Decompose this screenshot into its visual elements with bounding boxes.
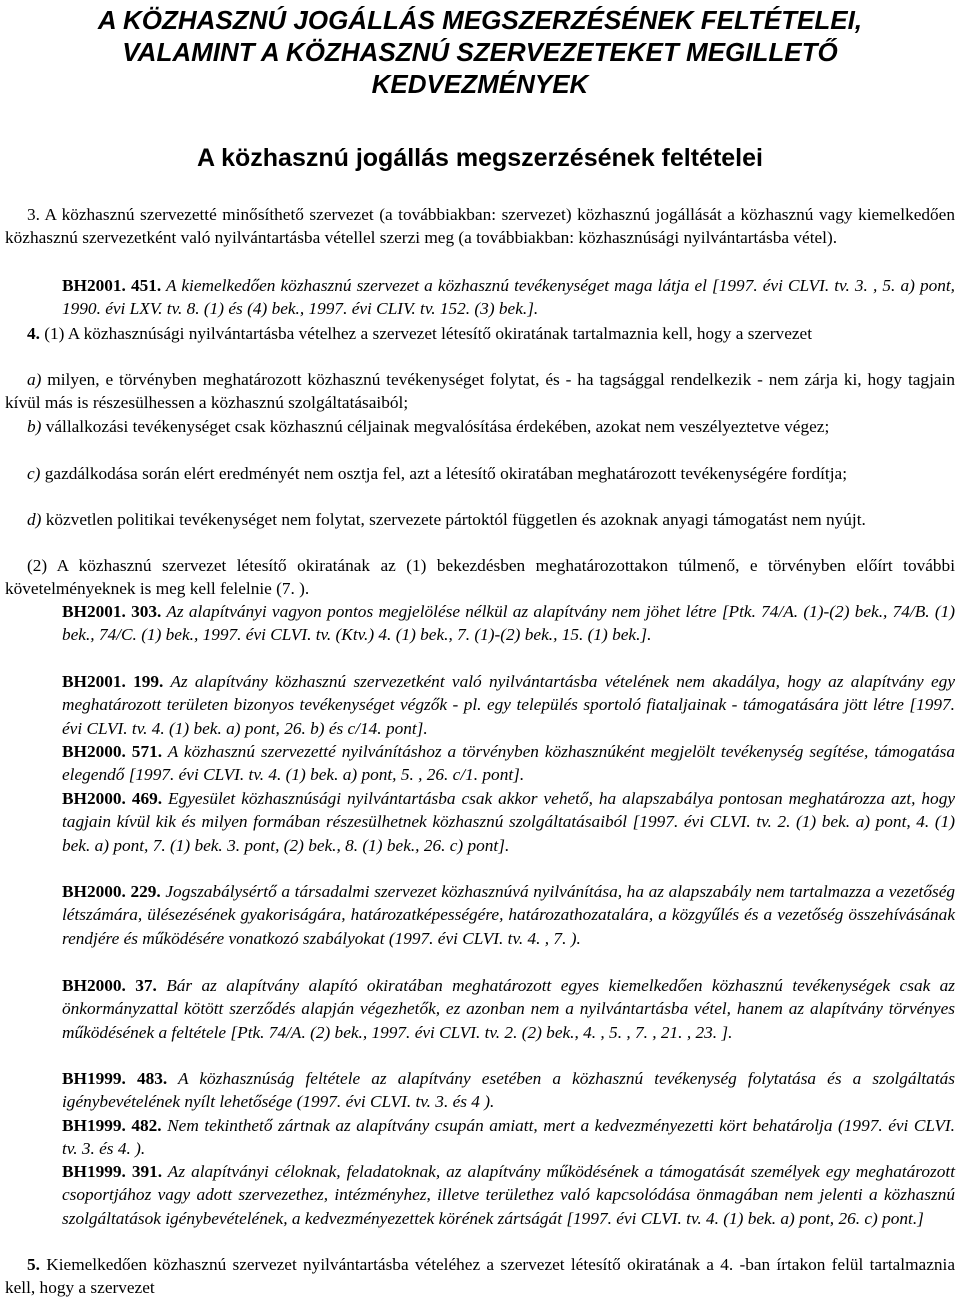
item-letter: b) [27, 417, 42, 436]
section-3-text: A közhasznú szervezetté minősíthető szervezet (a továbbiakban: szervezet) közhasznú jogállását a közhasznú vagy kiemelkedően közhasznú szervezetként való nyilvántartásba vétellel szerzi meg (a továbbiakban: közhasznúsági nyilvántartásba vétel). [5, 205, 955, 248]
case-bh2001-303 [62, 600, 955, 647]
item-letter: a) [27, 370, 42, 389]
case-text: Bár az alapítvány alapító okiratában meghatározott egyes kiemelkedően közhasznú tevékenységek csak az önkormányzattal kötött szerződés alapján végezhetők, ez azonban nem a nyilvántartásba vétel, hanem az alapítvány törvényes működésének a feltétele [Ptk. 74/A. (2) bek., 1997. évi CLVI. tv. 2. (2) bek., 4. , 5. , 7. , 21. , 23. ]. [62, 976, 955, 1042]
case-text: Az alapítványi vagyon pontos megjelölése nélkül az alapítvány nem jöhet létre [Ptk. 74/A. (1)-(2) bek., 74/B. (1) bek., 74/C. (1) bek., 1997. évi CLVI. tv. (Ktv.) 4. (1) bek., 7. (1)-(2) bek., 15. (1) bek.]. [62, 602, 955, 645]
case-bh1999-391 [62, 1160, 955, 1230]
section-5-number: 5. [27, 1255, 40, 1274]
case-text: A közhasznú szervezetté nyilvánításhoz a törvényben közhasznúként megjelölt tevékenység segítése, támogatása elegendő [1997. évi CLVI. tv. 4. (1) bek. a) pont, 5. , 26. c/1. pont]. [62, 742, 955, 785]
case-bh2001-199 [62, 670, 955, 740]
section-4-paragraph-2: (2) A közhasznú szervezet létesítő okiratának az (1) bekezdésben meghatározottakon túlmenő, e törvényben előírt további követelményeknek is meg kell felelnie (7. ). [5, 556, 955, 599]
section-4-item-d [5, 508, 955, 531]
case-text: Az alapítvány közhasznú szervezetként való nyilvántartásba vételének nem akadálya, hogy az alapítvány egy meghatározott területen bizonyos tevékenységet végzők - pl. egy település sportoló fiataljainak - támogatására jött létre [1997. évi CLVI. tv. 4. (1) bek. a) pont, 26. b) és c/14. pont]. [62, 672, 955, 738]
section-4-text: (1) A közhasznúsági nyilvántartásba vételhez a szervezet létesítő okiratának tartalmaznia kell, hogy a szervezet [39, 324, 813, 343]
case-bh1999-482 [62, 1114, 955, 1161]
section-4-item-c [5, 462, 955, 485]
item-text: gazdálkodása során elért eredményét nem osztja fel, azt a létesítő okiratában meghatározott tevékenységére fordítja; [40, 464, 848, 483]
case-text: Nem tekinthető zártnak az alapítvány csupán amiatt, mert a kedvezményezetti kört behatárolja (1997. évi CLVI. tv. 3. és 4. ). [62, 1116, 955, 1159]
section-3-number: 3. [27, 205, 40, 224]
section-3-paragraph [5, 203, 955, 250]
case-text: Egyesület közhasznúsági nyilvántartásba csak akkor vehető, ha alapszabálya pontosan meghatározza azt, hogy tagjain kívül kik és milyen formában részesülhetnek közhasznú szolgáltatásaiból [1997. évi CLVI. tv. 2. (1) bek. a) pont, 4. (1) bek. a) pont, 7. (1) bek. 3. pont, (2) bek., 8. (1) bek., 26. c) pont]. [62, 789, 956, 855]
section-5-paragraph [5, 1253, 955, 1300]
case-bh2000-229 [62, 880, 955, 950]
case-id: BH2001. 451. [62, 276, 162, 295]
section-4-number: 4. [27, 324, 40, 343]
case-bh2000-469 [62, 787, 955, 857]
case-bh2001-451 [62, 274, 955, 321]
title-line-1: A KÖZHASZNÚ JOGÁLLÁS MEGSZERZÉSÉNEK FELTÉTELEI, [97, 5, 863, 35]
item-letter: c) [27, 464, 41, 483]
item-text: vállalkozási tevékenységet csak közhasznú céljainak megvalósítása érdekében, azokat nem veszélyeztetve végez; [41, 417, 830, 436]
case-text: Az alapítványi céloknak, feladatoknak, az alapítvány működésének a támogatását személyek egy meghatározott csoportjához vagy adott szervezethez, intézményhez, illetve területhez való kapcsolódása önmagában nem jelenti a közhasznú szolgáltatások igénybevételének, a kedvezményezettek körének zártságát [1997. évi CLVI. tv. 4. (1) bek. a) pont, 26. c) pont.] [62, 1162, 955, 1228]
case-id: BH2000. 229. [62, 882, 161, 901]
item-letter: d) [27, 510, 42, 529]
section-5-text: Kiemelkedően közhasznú szervezet nyilvántartásba vételéhez a szervezet létesítő okiratának a 4. -ban írtakon felül tartalmaznia kell, hogy a szervezet [5, 1255, 955, 1298]
section-4-item-a [5, 368, 955, 415]
case-bh2000-571 [62, 740, 955, 787]
case-id: BH2000. 37. [62, 976, 157, 995]
case-id: BH2001. 303. [62, 602, 162, 621]
item-text: milyen, e törvényben meghatározott közhasznú tevékenységet folytat, és - ha tagsággal rendelkezik - nem zárja ki, hogy tagjain kívül más is részesülhessen a közhasznú szolgáltatásaiból; [5, 370, 955, 413]
section-subtitle: A közhasznú jogállás megszerzésének feltételei [197, 144, 763, 172]
section-4-item-b [5, 415, 955, 438]
case-id: BH2000. 469. [62, 789, 163, 808]
case-id: BH2000. 571. [62, 742, 163, 761]
case-text: Jogszabálysértő a társadalmi szervezet közhasznúvá nyilvánítása, ha az alapszabály nem tartalmazza a vezetőség létszámára, ülésezésének gyakoriságára, határozatképességére, határozathozatalára, a közgyűlés és a vezetőség összehívásának rendjére és működésére vonatkozó szabályokat (1997. évi CLVI. tv. 4. , 7. ). [62, 882, 956, 948]
case-bh1999-483 [62, 1067, 955, 1114]
case-id: BH1999. 391. [62, 1162, 163, 1181]
item-text: közvetlen politikai tevékenységet nem folytat, szervezete pártoktól független és azoknak anyagi támogatást nem nyújt. [41, 510, 866, 529]
case-text: A közhasznúság feltétele az alapítvány esetében a közhasznú tevékenység folytatása és a szolgáltatás igénybevételének nyílt lehetősége (1997. évi CLVI. tv. 3. és 4 ). [62, 1069, 955, 1112]
case-id: BH2001. 199. [62, 672, 164, 691]
case-bh2000-37 [62, 974, 955, 1044]
section-4-paragraph-1 [5, 322, 955, 345]
case-id: BH1999. 482. [62, 1116, 162, 1135]
title-line-2: VALAMINT A KÖZHASZNÚ SZERVEZETEKET MEGILLETŐ [122, 37, 838, 67]
title-line-3: KEDVEZMÉNYEK [371, 69, 589, 99]
document-title [0, 4, 960, 100]
case-text: A kiemelkedően közhasznú szervezet a közhasznú tevékenységet maga látja el [1997. évi CLVI. tv. 3. , 5. a) pont, 1990. évi LXV. tv. 8. (1) és (4) bek., 1997. évi CLIV. tv. 152. (3) bek.]. [62, 276, 956, 319]
case-id: BH1999. 483. [62, 1069, 168, 1088]
